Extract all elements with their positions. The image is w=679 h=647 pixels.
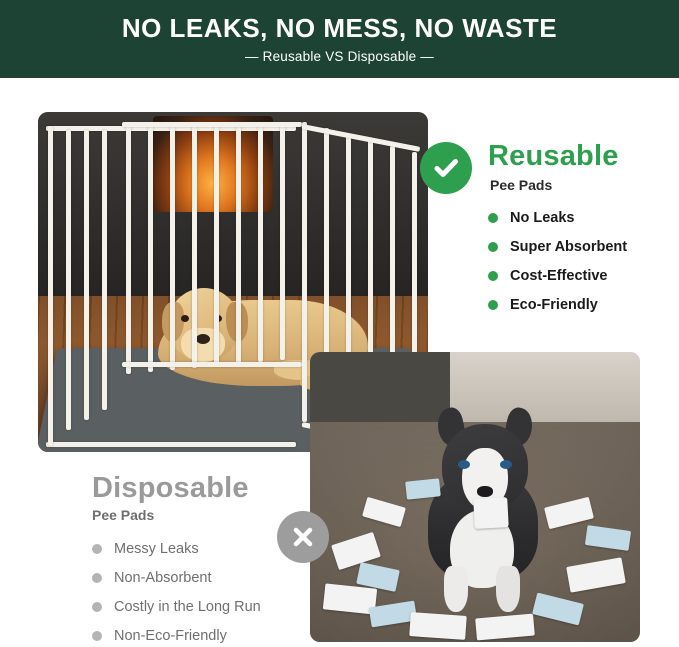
bullet-dot-icon [92, 602, 102, 612]
disposable-title: Disposable [92, 472, 249, 504]
disposable-bullet-label: Costly in the Long Run [114, 599, 261, 615]
list-item [488, 239, 627, 255]
list-item [488, 210, 627, 226]
reusable-bullet-label: No Leaks [510, 210, 575, 226]
bullet-dot-icon [92, 631, 102, 641]
disposable-bullet-label: Non-Eco-Friendly [114, 628, 227, 644]
list-item [488, 297, 627, 313]
reusable-bullet-label: Cost-Effective [510, 268, 608, 284]
husky-nose [477, 486, 493, 497]
bullet-dot-icon [488, 242, 498, 252]
cross-icon [277, 511, 329, 563]
bullet-dot-icon [488, 300, 498, 310]
reusable-benefit-list [488, 210, 627, 326]
list-item [488, 268, 627, 284]
disposable-bullet-label: Messy Leaks [114, 541, 199, 557]
husky-leg-left [444, 566, 468, 612]
shredded-pad-piece [405, 478, 441, 499]
disposable-photo [310, 352, 640, 642]
bullet-dot-icon [488, 213, 498, 223]
reusable-subtitle: Pee Pads [490, 177, 553, 193]
check-icon [420, 142, 472, 194]
header-banner [0, 0, 679, 78]
husky-leg-right [496, 566, 520, 612]
bullet-dot-icon [92, 544, 102, 554]
reusable-bullet-label: Super Absorbent [510, 239, 628, 255]
husky-eye-left [458, 460, 470, 469]
banner-subtitle: — Reusable VS Disposable — [244, 49, 435, 65]
shredded-pad-in-mouth [473, 497, 509, 529]
shredded-pad-piece [409, 612, 467, 640]
reusable-title: Reusable [488, 140, 619, 172]
disposable-subtitle: Pee Pads [92, 507, 155, 523]
husky-eye-right [500, 460, 512, 469]
bullet-dot-icon [92, 573, 102, 583]
bullet-dot-icon [488, 271, 498, 281]
disposable-bullet-label: Non-Absorbent [114, 570, 212, 586]
reusable-bullet-label: Eco-Friendly [510, 297, 598, 313]
banner-title: NO LEAKS, NO MESS, NO WASTE [121, 12, 558, 43]
